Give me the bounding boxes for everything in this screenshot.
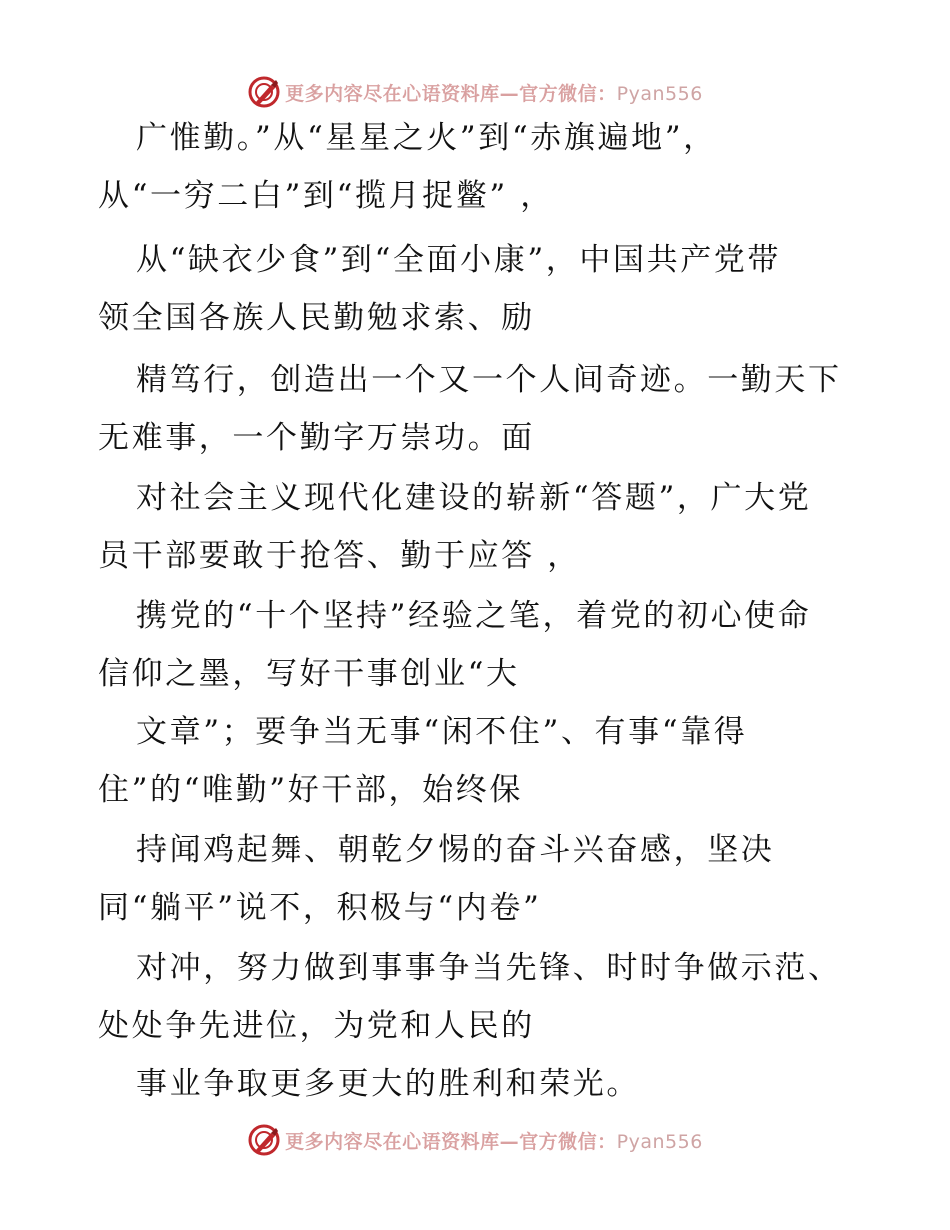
pen-logo-icon (247, 1123, 281, 1157)
header-banner-text: 更多内容尽在心语资料库—官方微信：Pyan556 (285, 82, 703, 105)
paragraph-line: 对社会主义现代化建设的崭新“答题”，广大党 (136, 480, 812, 516)
header-banner (0, 72, 950, 112)
paragraph-line: 持闻鸡起舞、朝乾夕惕的奋斗兴奋感，坚决 (136, 832, 775, 868)
paragraph-line: 精笃行，创造出一个又一个人间奇迹。一勤天下 (136, 362, 842, 398)
header-wechat-id: Pyan556 (616, 82, 703, 105)
paragraph-line: 携党的“十个坚持”经验之笔，着党的初心使命 (136, 598, 812, 634)
paragraph-line: 处处争先进位，为党和人民的 (98, 1008, 535, 1044)
paragraph-line: 同“躺平”说不，积极与“内卷” (98, 890, 542, 926)
paragraph-line: 文章”；要争当无事“闲不住”、有事“靠得 (136, 714, 748, 750)
paragraph-line: 住”的“唯勤”好干部，始终保 (98, 772, 523, 808)
paragraph-line: 领全国各族人民勤勉求索、励 (98, 300, 535, 336)
paragraph-line: 从“缺衣少食”到“全面小康”，中国共产党带 (136, 242, 781, 278)
paragraph-line: 事业争取更多更大的胜利和荣光。 (136, 1066, 640, 1102)
paragraph-line: 广惟勤。”从“星星之火”到“赤旗遍地”， (136, 120, 717, 156)
footer-banner (0, 1120, 950, 1160)
paragraph-line: 员干部要敢于抢答、勤于应答 ， (98, 538, 581, 574)
footer-banner-text: 更多内容尽在心语资料库—官方微信：Pyan556 (285, 1130, 703, 1153)
paragraph-line: 对冲，努力做到事事争当先锋、时时争做示范、 (136, 950, 842, 986)
pen-logo-icon (247, 75, 281, 109)
paragraph-line: 信仰之墨，写好干事创业“大 (98, 656, 520, 692)
footer-wechat-id: Pyan556 (616, 1130, 703, 1153)
paragraph-line: 从“一穷二白”到“揽月捉鳖” ， (98, 178, 554, 214)
paragraph-line: 无难事，一个勤字万崇功。面 (98, 420, 535, 456)
